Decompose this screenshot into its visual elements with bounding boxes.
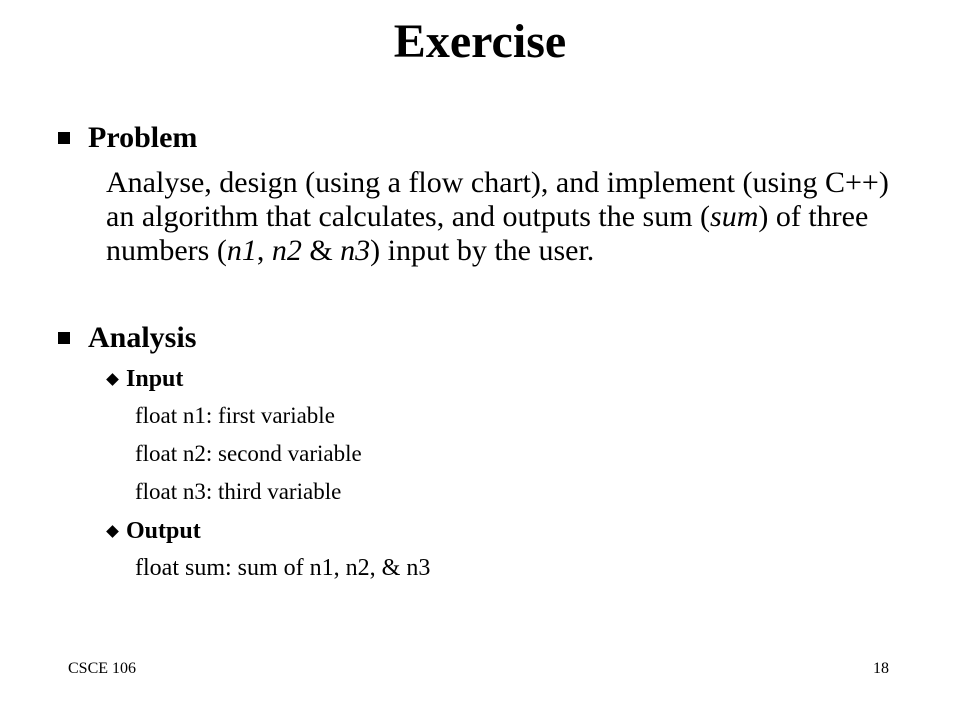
diamond-bullet-icon (106, 525, 119, 538)
input-variable-n3: float n3: third variable (135, 479, 342, 504)
diamond-bullet-icon (106, 373, 119, 386)
problem-text-1: Analyse, design (using a flow chart), and implement (using C++) an algorithm that calculates, and outputs the sum ( (106, 166, 889, 233)
problem-heading: Problem (88, 121, 198, 154)
input-variable-n1: float n1: first variable (135, 403, 335, 428)
separator-1: , (256, 234, 272, 267)
square-bullet-icon (58, 132, 70, 144)
problem-description (106, 166, 906, 268)
output-variable-sum: float sum: sum of n1, n2, & n3 (135, 555, 431, 581)
problem-text-2: ) of three numbers ( (106, 200, 869, 267)
separator-2: & (301, 234, 341, 267)
n1-variable: n1 (226, 234, 257, 267)
footer-page-number: 18 (873, 660, 889, 677)
n3-variable: n3 (340, 234, 371, 267)
sum-variable: sum (710, 200, 759, 233)
input-variable-n2: float n2: second variable (135, 441, 362, 466)
square-bullet-icon (58, 332, 70, 344)
problem-text-3: ) input by the user. (370, 234, 595, 267)
problem-paragraph (106, 166, 906, 268)
slide-title: Exercise (393, 15, 567, 68)
input-label: Input (126, 366, 184, 392)
output-subbullet (108, 516, 201, 546)
footer-course: CSCE 106 (68, 660, 137, 677)
input-subbullet (108, 364, 183, 394)
n2-variable: n2 (271, 234, 302, 267)
analysis-bullet (58, 320, 196, 356)
analysis-heading: Analysis (88, 321, 197, 354)
problem-bullet (58, 120, 197, 156)
output-label: Output (126, 518, 201, 544)
